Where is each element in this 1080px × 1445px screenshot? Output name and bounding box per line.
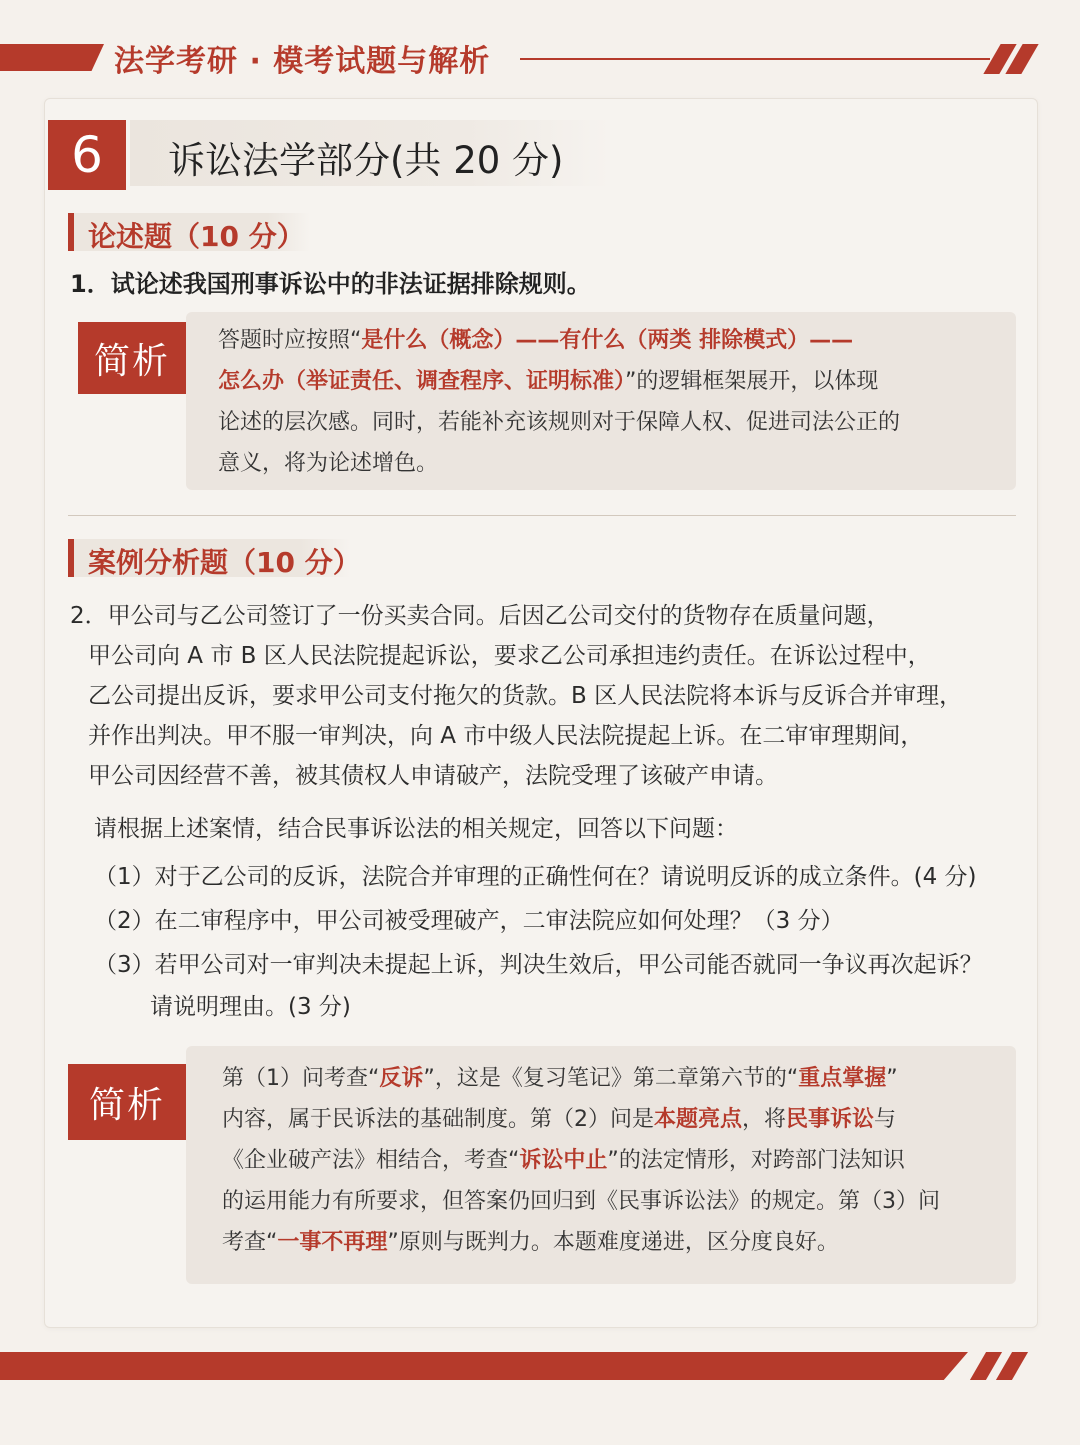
case-heading: [68, 539, 361, 579]
header-title: 法学考研 · 模考试题与解析: [114, 44, 491, 79]
case-heading-label: 案例分析题（10 分）: [88, 546, 361, 579]
case-question-3: （3）若甲公司对一审判决未提起上诉，判决生效后，甲公司能否就同一争议再次起诉？: [94, 952, 983, 978]
essay-question: 1．试论述我国刑事诉讼中的非法证据排除规则。: [70, 270, 591, 298]
case-question-3-cont: 请说明理由。(3 分): [150, 994, 351, 1020]
case-analysis-tag: 简析: [68, 1064, 186, 1140]
section-divider: [68, 515, 1016, 516]
section-number: 6: [48, 120, 126, 190]
footer-accent-bar: [0, 1352, 968, 1380]
essay-analysis-tag: 简析: [78, 322, 186, 394]
case-description: 2．甲公司与乙公司签订了一份买卖合同。后因乙公司交付的货物存在质量问题， 甲公司向 A 市 B 区人民法院提起诉讼，要求乙公司承担违约责任。在诉讼过程中， 乙公司提出反诉，要求甲公司支付拖欠的货款。B 区人民法院将本诉与反诉合并审理， 并作出判决。甲不服一审判决，向 A 市中级人民法院提起上诉。在二审审理期间， 甲公司因经营不善，被其债权人申请破产，法院受理了该破产申请。: [70, 603, 963, 789]
section-title: 诉讼法学部分(共 20 分): [168, 139, 564, 182]
case-analysis-text: 第（1）问考查“反诉”，这是《复习笔记》第二章第六节的“重点掌握” 内容，属于民诉法的基础制度。第（2）问是本题亮点，将民事诉讼与 《企业破产法》相结合，考查“诉讼中止”的法定情形，对跨部门法知识 的运用能力有所要求，但答案仍回归到《民事诉讼法》的规定。第（3）问 考查“一事不再理”原则与既判力。本题难度递进，区分度良好。: [222, 1066, 940, 1255]
case-question-2: （2）在二审程序中，甲公司被受理破产，二审法院应如何处理？（3 分）: [94, 908, 844, 934]
case-prompt: 请根据上述案情，结合民事诉讼法的相关规定，回答以下问题：: [94, 816, 738, 842]
essay-analysis-text: 答题时应按照“是什么（概念）——有什么（两类 排除模式）—— 怎么办（举证责任、调查程序、证明标准）”的逻辑框架展开，以体现 论述的层次感。同时，若能补充该规则对于保障人权、促进司法公正的 意义，将为论述增色。: [218, 328, 901, 476]
header-rule: [520, 58, 990, 60]
case-question-1: （1）对于乙公司的反诉，法院合并审理的正确性何在？请说明反诉的成立条件。(4 分): [94, 864, 977, 890]
section-heading: [130, 120, 610, 186]
footer-slash-mark: [996, 1352, 1028, 1380]
header-accent-bar: [0, 44, 104, 71]
essay-heading-label: 论述题（10 分）: [88, 220, 305, 253]
essay-heading: [68, 213, 310, 251]
